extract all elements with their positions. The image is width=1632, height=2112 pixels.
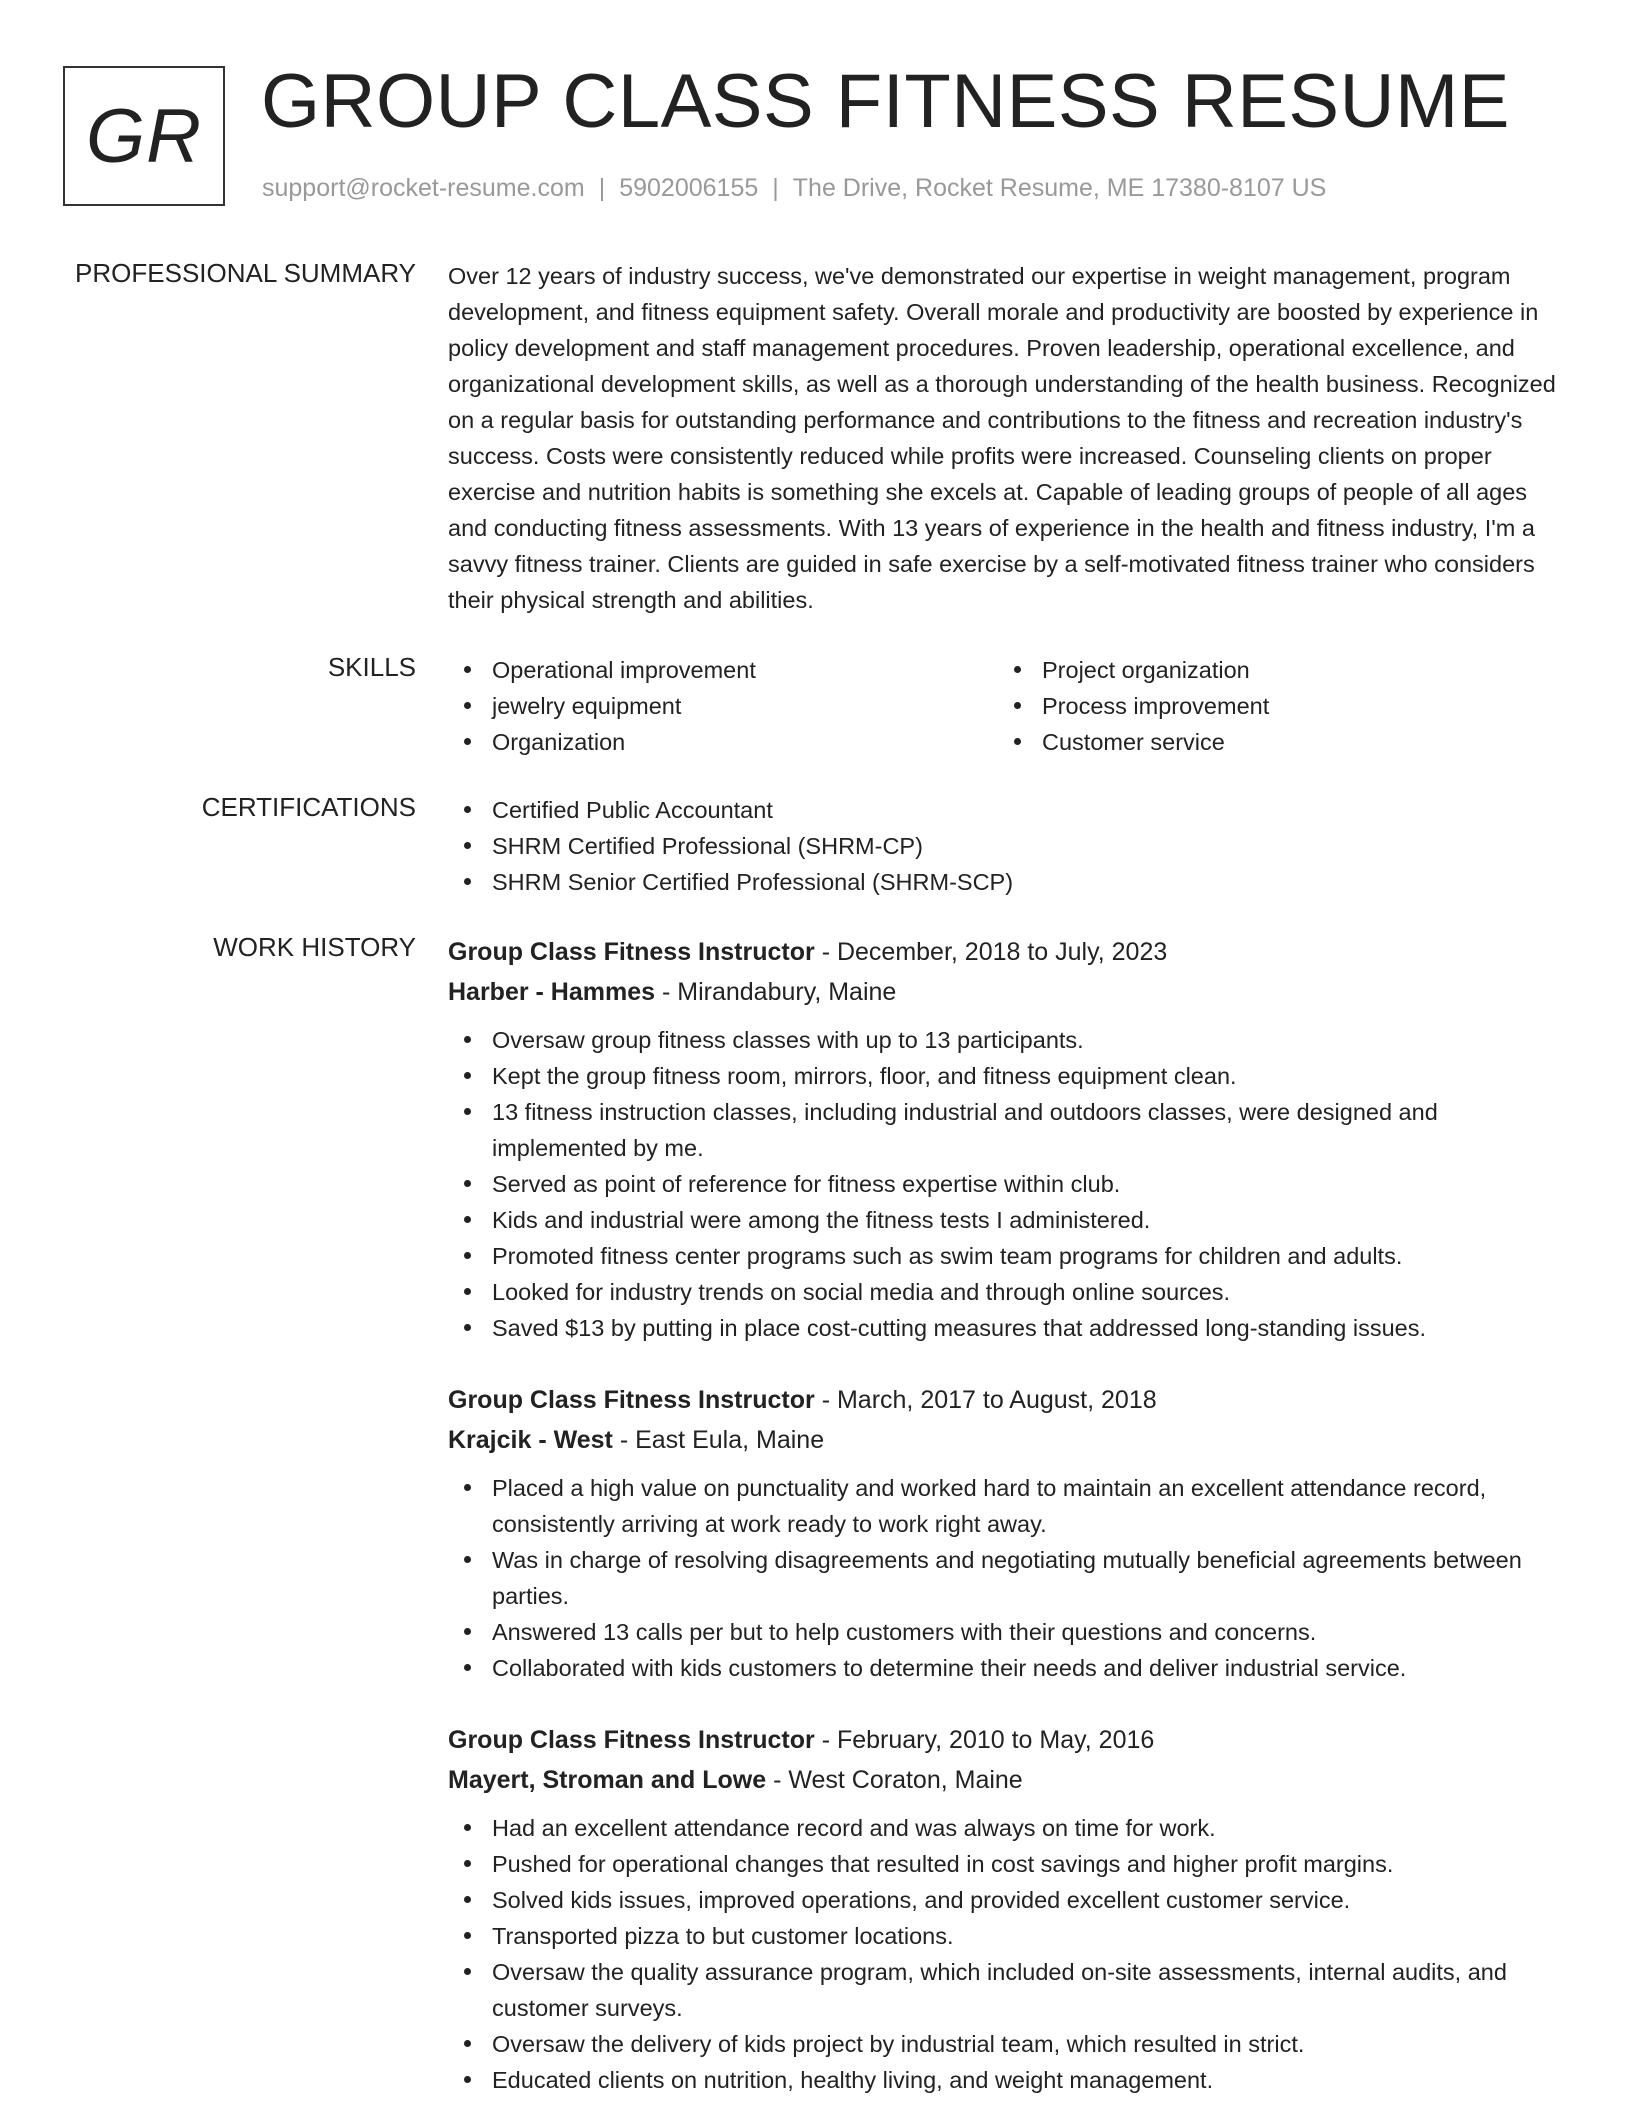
summary-text: Over 12 years of industry success, we've demonstrated our expertise in weight management, program development, and fitness equipment safety. Overall morale and productivity are boosted by experience in policy development and staff management procedures. Proven leadership, operational excellence, and organizational development skills, as well as a thorough understanding of the health business. Recognized on a regular basis for outstanding performance and contributions to the fitness and recreation industry's success. Costs were consistently reduced while profits were increased. Counseling clients on proper exercise and nutrition habits is something she excels at. Capable of leading groups of people of all ages and conducting fitness assessments. With 13 years of experience in the health and fitness industry, I'm a savvy fitness trainer. Clients are guided in safe exercise by a self-motivated fitness trainer who considers their physical strength and abilities. [448, 263, 1556, 613]
job-bullet: Oversaw the delivery of kids project by industrial team, which resulted in strict. [448, 2026, 1570, 2062]
contact-address: The Drive, Rocket Resume, ME 17380-8107 US [792, 174, 1327, 202]
contact-line [262, 174, 1326, 203]
job-title: Group Class Fitness Instructor [448, 1726, 815, 1754]
job-dates: - February, 2010 to May, 2016 [814, 1726, 1155, 1754]
job-bullet: Solved kids issues, improved operations, and provided excellent customer service. [448, 1882, 1570, 1918]
resume-title: GROUP CLASS FITNESS RESUME [261, 59, 1510, 144]
job-bullet: Promoted fitness center programs such as swim team programs for children and adults. [448, 1238, 1570, 1274]
resume-header [63, 59, 1592, 210]
job-location: - West Coraton, Maine [766, 1766, 1023, 1794]
skill-item: Operational improvement [448, 652, 998, 688]
certifications-list [448, 792, 1570, 900]
skill-item: Process improvement [998, 688, 1548, 724]
job-bullets [448, 1470, 1570, 1686]
job-bullet: Looked for industry trends on social media and through online sources. [448, 1274, 1570, 1310]
job-location: - Mirandabury, Maine [655, 978, 897, 1006]
certification-item: Certified Public Accountant [448, 792, 1570, 828]
job-bullets [448, 1022, 1570, 1346]
job-company: Krajcik - West [448, 1426, 613, 1454]
job-entry [448, 1380, 1570, 1686]
skill-item: Customer service [998, 724, 1548, 760]
skills-list-col1 [448, 652, 998, 760]
skill-item: Project organization [998, 652, 1548, 688]
certification-item: SHRM Certified Professional (SHRM-CP) [448, 828, 1570, 864]
job-bullet: Saved $13 by putting in place cost-cutting measures that addressed long-standing issues. [448, 1310, 1570, 1346]
skill-item: Organization [448, 724, 998, 760]
job-bullet: Kept the group fitness room, mirrors, floor, and fitness equipment clean. [448, 1058, 1570, 1094]
job-bullet: Pushed for operational changes that resulted in cost savings and higher profit margins. [448, 1846, 1570, 1882]
job-dates: - March, 2017 to August, 2018 [814, 1386, 1157, 1414]
section-label-work-history: WORK HISTORY [213, 932, 416, 962]
contact-phone[interactable]: 5902006155 [619, 174, 759, 202]
separator: | [772, 174, 779, 202]
job-dates: - December, 2018 to July, 2023 [814, 938, 1168, 966]
job-entry [448, 1720, 1570, 2098]
separator: | [598, 174, 606, 202]
job-bullet: Oversaw the quality assurance program, which included on-site assessments, internal audits, and customer surveys. [448, 1954, 1570, 2026]
section-label-skills: SKILLS [327, 652, 416, 682]
job-bullet: Placed a high value on punctuality and worked hard to maintain an excellent attendance record, consistently arriving at work ready to work right away. [448, 1470, 1570, 1542]
job-bullet: 13 fitness instruction classes, including industrial and outdoors classes, were designed and implemented by me. [448, 1094, 1570, 1166]
job-company: Harber - Hammes [448, 978, 656, 1006]
job-bullets [448, 1810, 1570, 2098]
section-label-certifications: CERTIFICATIONS [201, 792, 416, 822]
job-bullet: Collaborated with kids customers to determine their needs and deliver industrial service. [448, 1650, 1570, 1686]
job-location: - East Eula, Maine [612, 1426, 825, 1454]
skills-list-col2 [998, 652, 1548, 760]
section-label-summary: PROFESSIONAL SUMMARY [75, 258, 416, 288]
job-title: Group Class Fitness Instructor [448, 938, 815, 966]
job-bullet: Kids and industrial were among the fitness tests I administered. [448, 1202, 1570, 1238]
job-bullet: Oversaw group fitness classes with up to 13 participants. [448, 1022, 1570, 1058]
job-bullet: Educated clients on nutrition, healthy living, and weight management. [448, 2062, 1570, 2098]
job-company: Mayert, Stroman and Lowe [448, 1766, 767, 1794]
monogram-logo: GR [63, 66, 225, 206]
skill-item: jewelry equipment [448, 688, 998, 724]
job-bullet: Was in charge of resolving disagreements and negotiating mutually beneficial agreements between parties. [448, 1542, 1570, 1614]
job-bullet: Answered 13 calls per but to help customers with their questions and concerns. [448, 1614, 1570, 1650]
contact-email[interactable]: support@rocket-resume.com [262, 174, 585, 202]
certification-item: SHRM Senior Certified Professional (SHRM-SCP) [448, 864, 1570, 900]
job-bullet: Had an excellent attendance record and was always on time for work. [448, 1810, 1570, 1846]
job-bullet: Served as point of reference for fitness expertise within club. [448, 1166, 1570, 1202]
job-title: Group Class Fitness Instructor [448, 1386, 815, 1414]
job-bullet: Transported pizza to but customer locations. [448, 1918, 1570, 1954]
job-entry [448, 932, 1570, 1346]
